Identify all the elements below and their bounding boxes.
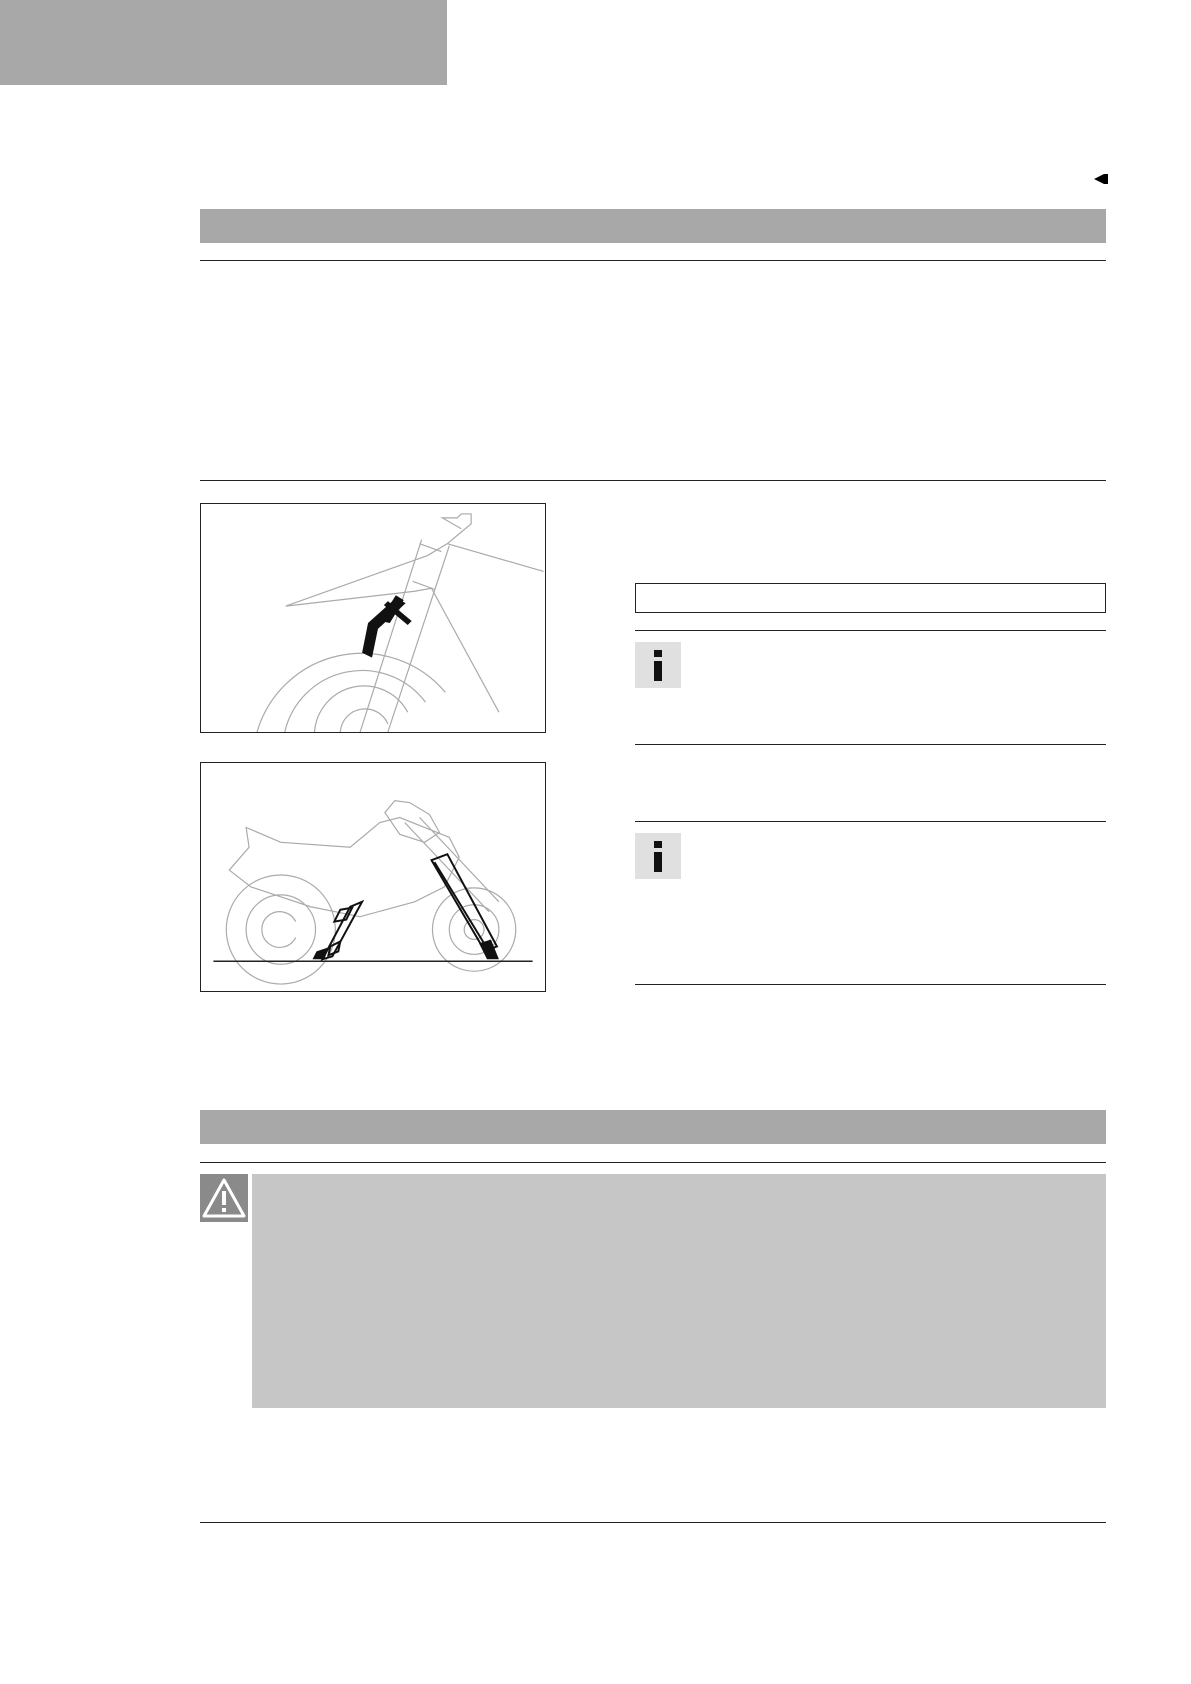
divider <box>200 1522 1106 1523</box>
divider <box>200 260 1106 261</box>
divider <box>200 1162 1106 1163</box>
divider <box>635 821 1106 822</box>
section-title-bar <box>200 1110 1106 1144</box>
motorcycle-tiedown-icon <box>201 763 545 991</box>
specification-box <box>635 583 1106 613</box>
warning-triangle-icon <box>200 1174 248 1222</box>
motorcycle-front-fork-strap-icon <box>201 504 545 732</box>
header-tab <box>0 0 447 85</box>
warning-panel <box>252 1174 1106 1408</box>
divider <box>635 630 1106 631</box>
motorcycle-tiedown-illustration <box>200 762 546 992</box>
divider <box>635 984 1106 985</box>
divider <box>200 480 1106 481</box>
info-icon <box>635 642 681 688</box>
fork-strap-illustration <box>200 503 546 733</box>
info-icon <box>635 833 681 879</box>
triangle-left-icon[interactable] <box>1094 172 1108 184</box>
section-title-bar <box>200 209 1106 243</box>
divider <box>635 744 1106 745</box>
